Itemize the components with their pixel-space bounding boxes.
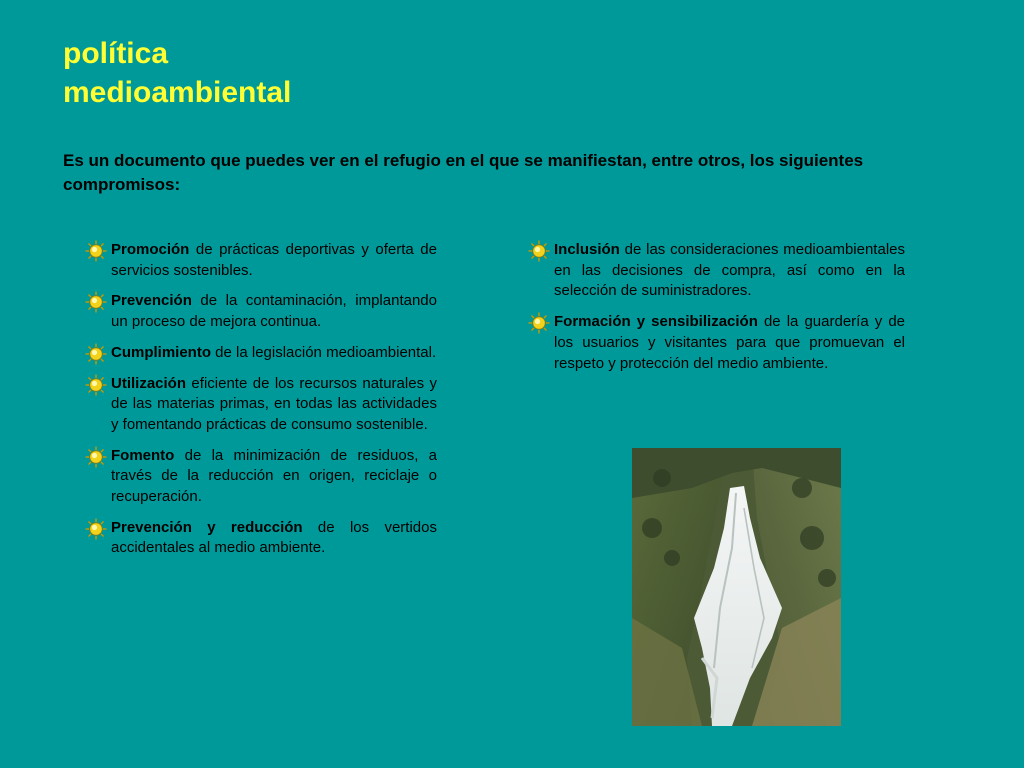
item-keyword: Prevención y reducción <box>111 518 303 536</box>
sun-icon <box>85 291 107 313</box>
waterfall-photo <box>632 448 841 726</box>
sun-icon <box>85 446 107 468</box>
item-keyword: Fomento <box>111 446 175 464</box>
item-text: de la minimización de residuos, a través de la reducción en origen, reciclaje o recuperación. <box>111 446 437 506</box>
sun-icon <box>85 374 107 396</box>
sun-icon <box>85 240 107 262</box>
sun-icon <box>85 518 107 540</box>
title-line-1: política <box>63 37 169 70</box>
sun-icon <box>528 240 550 262</box>
item-keyword: Utilización <box>111 374 187 392</box>
commitments-list-left <box>86 240 437 569</box>
list-item <box>86 343 437 364</box>
item-keyword: Cumplimiento <box>111 343 211 361</box>
title-line-2: medioambiental <box>63 76 292 109</box>
page-title <box>63 34 291 112</box>
list-item <box>86 374 437 436</box>
commitments-list-right <box>529 240 905 384</box>
list-item <box>86 518 437 559</box>
item-text: de los vertidos accidentales al medio ambiente. <box>111 518 437 557</box>
item-keyword: Inclusión <box>554 241 620 258</box>
list-item <box>86 446 437 508</box>
sun-icon <box>528 312 550 334</box>
item-text: de la contaminación, implantando un proceso de mejora continua. <box>111 292 437 331</box>
list-item <box>86 291 437 332</box>
item-text: de la legislación medioambiental. <box>211 343 437 361</box>
list-item <box>529 312 905 374</box>
list-item <box>529 240 905 302</box>
item-keyword: Formación y sensibilización <box>554 313 758 331</box>
item-keyword: Prevención <box>111 292 192 310</box>
item-text: de la guardería y de los usuarios y visitantes para que promuevan el respeto y protección del medio ambiente. <box>554 313 905 372</box>
item-text: eficiente de los recursos naturales y de las materias primas, en todas las actividades y fomentando prácticas de consumo sostenible. <box>111 374 437 433</box>
sun-icon <box>85 343 107 365</box>
intro-text: Es un documento que puedes ver en el refugio en el que se manifiestan, entre otros, los siguientes compromisos: <box>63 151 864 194</box>
item-keyword: Promoción <box>111 241 190 258</box>
item-text: de las consideraciones medioambientales en las decisiones de compra, así como en la selección de suministradores. <box>554 241 905 300</box>
list-item <box>86 240 437 281</box>
item-text: de prácticas deportivas y oferta de servicios sostenibles. <box>111 241 437 279</box>
